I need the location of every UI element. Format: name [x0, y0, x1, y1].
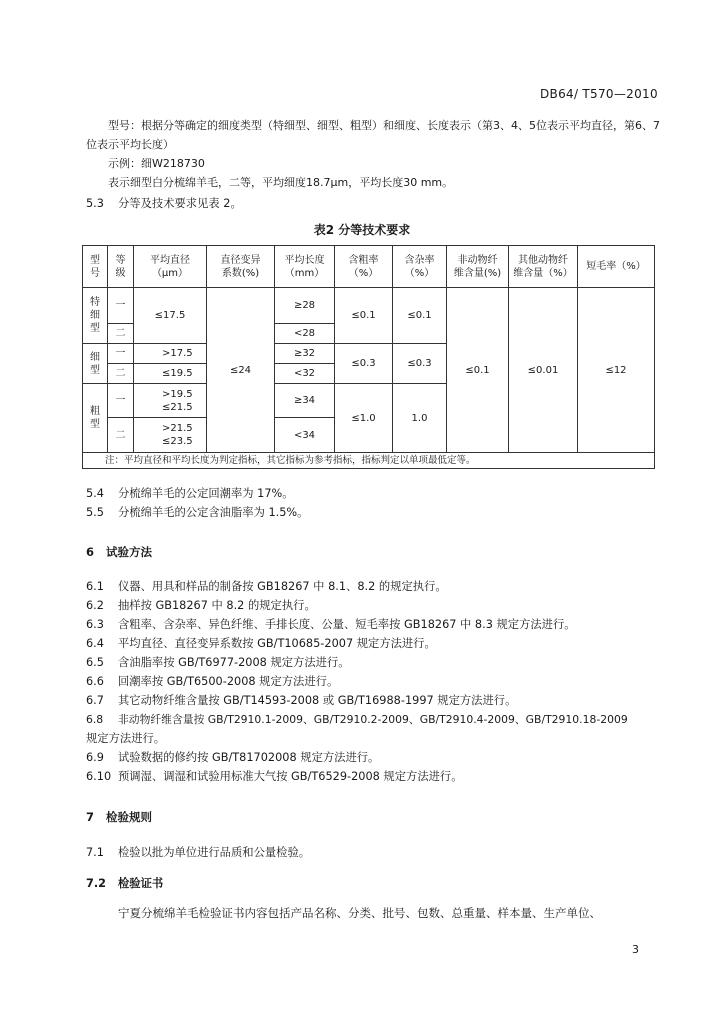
clause-text: 平均直径、直径变异系数按 GB/T10685-2007 规定方法进行。 — [118, 637, 436, 650]
table-note-row — [83, 453, 655, 469]
clause-5-4 — [86, 486, 294, 502]
clause-6-9 — [86, 750, 379, 766]
clause-number: 6.7 — [86, 694, 104, 707]
clause-6-6 — [86, 674, 338, 690]
clause-text: 抽样按 GB18267 中 8.2 的规定执行。 — [118, 599, 316, 612]
clause-number: 6.8 — [86, 713, 104, 726]
grade-second: 二 — [108, 418, 134, 453]
cell-other-animal: ≤0.01 — [509, 288, 578, 453]
cell-short-hair: ≤12 — [578, 288, 655, 453]
table-title: 表2 分等技术要求 — [313, 223, 411, 237]
clause-number: 7.1 — [86, 846, 104, 859]
header-coarse-hair-rate: 含粗率 （%） — [335, 246, 393, 288]
clause-number: 5.3 — [86, 197, 104, 210]
clause-title: 检验证书 — [118, 877, 164, 890]
clause-7-1 — [86, 845, 310, 861]
table-row — [83, 288, 655, 324]
cell-coarse-diameter-1a: >19.5 — [162, 388, 193, 400]
grade-first: 一 — [108, 344, 134, 364]
cell-fine-diameter-2: ≤19.5 — [134, 364, 207, 384]
header-diameter-cv: 直径变异 系数(%) — [207, 246, 275, 288]
header-non-animal-fiber: 非动物纤 维含量(%) — [447, 246, 509, 288]
section-7-heading — [86, 809, 152, 825]
cell-coarse-length-1: ≥34 — [275, 384, 335, 418]
clause-text: 非动物纤维含量按 GB/T2910.1-2009、GB/T2910.2-2009、GB/T2910.4-2009、GB/T2910.18-2009 — [118, 713, 628, 726]
header-short-hair-rate: 短毛率（%） — [578, 246, 655, 288]
section-title: 检验规则 — [106, 810, 152, 824]
clause-6-10 — [86, 769, 463, 785]
clause-number: 6.3 — [86, 618, 104, 631]
clause-6-2 — [86, 598, 316, 614]
example-description: 表示细型白分梳绵羊毛，二等，平均细度18.7μm，平均长度30 mm。 — [108, 176, 454, 189]
cell-extra-fine-impurity: ≤0.1 — [393, 288, 447, 344]
cell-coarse-length-2: <34 — [275, 418, 335, 453]
clause-text: 检验以批为单位进行品质和公量检验。 — [118, 846, 311, 859]
cell-coarse-diameter-1 — [134, 384, 207, 418]
cell-coarse-coarse: ≤1.0 — [335, 384, 393, 453]
cell-coarse-impurity: 1.0 — [393, 384, 447, 453]
header-grade: 等 级 — [108, 246, 134, 288]
cell-coarse-diameter-1b: ≤21.5 — [162, 401, 193, 413]
clause-text: 分等及技术要求见表 2。 — [118, 197, 242, 210]
grade-second: 二 — [108, 364, 134, 384]
clause-6-4 — [86, 636, 436, 652]
clause-number: 6.2 — [86, 599, 104, 612]
clause-text: 含粗率、含杂率、异色纤维、手排长度、公量、短毛率按 GB18267 中 8.3 规定方法进行。 — [118, 618, 576, 631]
cell-cv: ≤24 — [207, 288, 275, 453]
cell-fine-impurity: ≤0.3 — [393, 344, 447, 384]
grading-table — [82, 245, 655, 469]
type-extra-fine: 特 细 型 — [83, 288, 108, 344]
example-line: 示例：细W218730 — [108, 157, 205, 170]
clause-text: 回潮率按 GB/T6500-2008 规定方法进行。 — [118, 675, 339, 688]
clause-7-2-heading — [86, 876, 163, 892]
section-number: 6 — [86, 545, 95, 559]
model-line-1: 型号：根据分等确定的细度类型（特细型、细型、粗型）和细度、长度表示（第3、4、5位表示平均直径，第6、7 — [108, 119, 660, 132]
cell-coarse-diameter-2 — [134, 418, 207, 453]
clause-text: 试验数据的修约按 GB/T81702008 规定方法进行。 — [118, 751, 380, 764]
clause-number: 6.6 — [86, 675, 104, 688]
clause-number: 6.1 — [86, 580, 104, 593]
cell-extra-fine-length-2: <28 — [275, 324, 335, 344]
clause-text: 预调湿、调湿和试验用标准大气按 GB/T6529-2008 规定方法进行。 — [118, 770, 463, 783]
cell-fine-diameter-1: >17.5 — [134, 344, 207, 364]
clause-text: 其它动物纤维含量按 GB/T14593-2008 或 GB/T16988-1997 规定方法进行。 — [118, 694, 517, 707]
clause-5-3 — [86, 196, 242, 212]
clause-text: 含油脂率按 GB/T6977-2008 规定方法进行。 — [118, 656, 350, 669]
grade-second: 二 — [108, 324, 134, 344]
clause-number: 7.2 — [86, 877, 107, 890]
cell-fine-coarse: ≤0.3 — [335, 344, 393, 384]
clause-number: 5.4 — [86, 487, 104, 500]
table-header-row — [83, 246, 655, 288]
cell-extra-fine-length-1: ≥28 — [275, 288, 335, 324]
section-6-heading — [86, 544, 152, 560]
cell-extra-fine-diameter: ≤17.5 — [134, 288, 207, 344]
section-number: 7 — [86, 810, 95, 824]
header-type: 型 号 — [83, 246, 108, 288]
header-average-diameter: 平均直径 （μm） — [134, 246, 207, 288]
cell-fine-length-2: <32 — [275, 364, 335, 384]
clause-number: 6.10 — [86, 770, 112, 783]
clause-text: 仪器、用具和样品的制备按 GB18267 中 8.1、8.2 的规定执行。 — [118, 580, 447, 593]
table-note: 注：平均直径和平均长度为判定指标，其它指标为参考指标，指标判定以单项最低定等。 — [83, 453, 655, 469]
clause-text: 规定方法进行。 — [86, 732, 166, 745]
header-impurity-rate: 含杂率 （%） — [393, 246, 447, 288]
clause-text: 分梳绵羊毛的公定含油脂率为 1.5%。 — [118, 506, 309, 519]
model-line-2: 位表示平均长度） — [86, 138, 174, 151]
cell-non-animal: ≤0.1 — [447, 288, 509, 453]
header-average-length: 平均长度 （mm） — [275, 246, 335, 288]
type-fine: 细 型 — [83, 344, 108, 384]
grade-first: 一 — [108, 288, 134, 324]
clause-6-3 — [86, 617, 576, 633]
document-code: DB64/ T570—2010 — [540, 87, 658, 101]
clause-6-1 — [86, 579, 447, 595]
clause-6-7 — [86, 693, 516, 709]
grade-first: 一 — [108, 384, 134, 418]
clause-number: 6.9 — [86, 751, 104, 764]
clause-5-5 — [86, 505, 308, 521]
type-coarse: 粗 型 — [83, 384, 108, 453]
page-number: 3 — [632, 943, 639, 956]
clause-text: 分梳绵羊毛的公定回潮率为 17%。 — [118, 487, 294, 500]
clause-number: 5.5 — [86, 506, 104, 519]
clause-6-8 — [86, 712, 628, 728]
clause-number: 6.4 — [86, 637, 104, 650]
cell-fine-length-1: ≥32 — [275, 344, 335, 364]
cell-extra-fine-coarse: ≤0.1 — [335, 288, 393, 344]
cell-coarse-diameter-2a: >21.5 — [162, 423, 193, 434]
clause-7-2-paragraph: 宁夏分梳绵羊毛检验证书内容包括产品名称、分类、批号、包数、总重量、样本量、生产单位、 — [118, 906, 601, 920]
section-title: 试验方法 — [106, 545, 152, 559]
clause-6-8-continued — [86, 731, 165, 747]
cell-coarse-diameter-2b: ≤23.5 — [162, 436, 193, 447]
header-other-animal-fiber: 其他动物纤 维含量（%） — [509, 246, 578, 288]
clause-6-5 — [86, 655, 350, 671]
clause-number: 6.5 — [86, 656, 104, 669]
